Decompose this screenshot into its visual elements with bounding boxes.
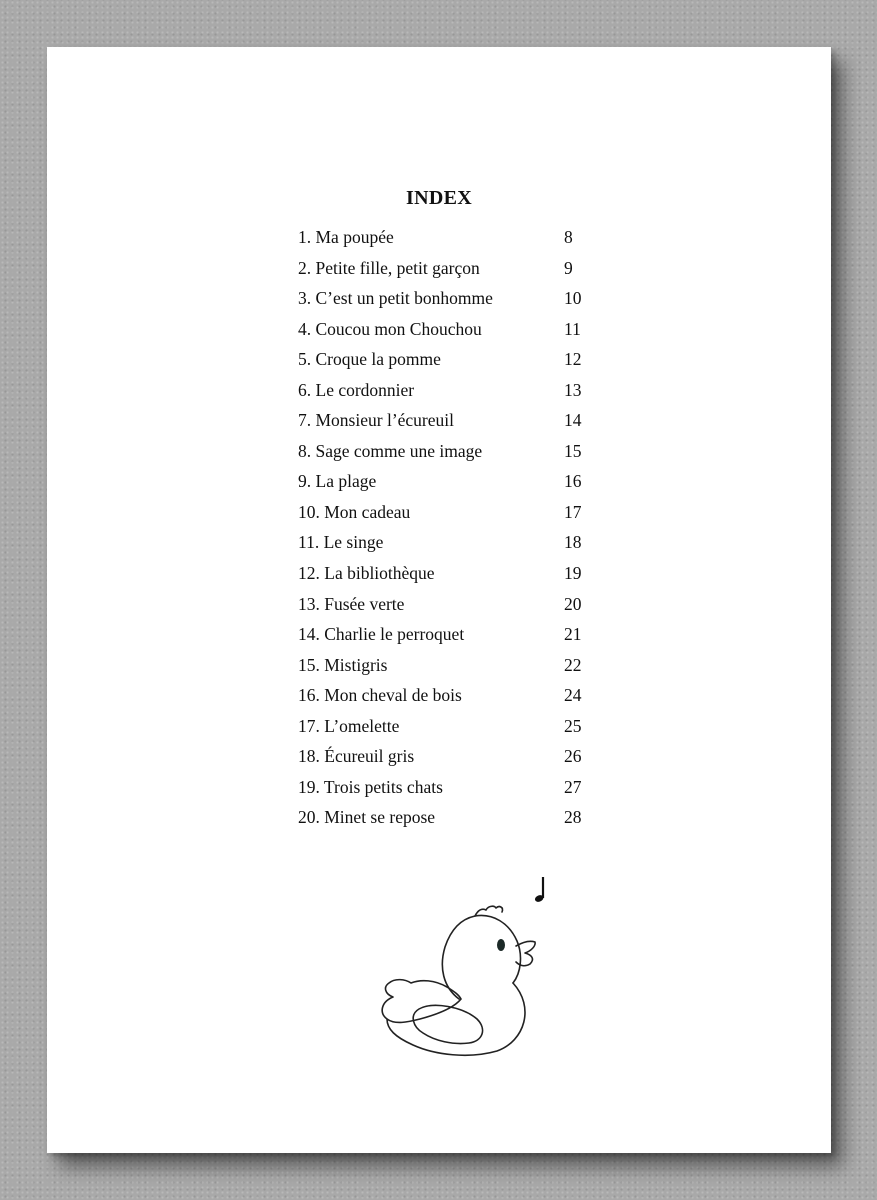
index-entry-title: 2. Petite fille, petit garçon [298,257,480,278]
music-note-icon [534,877,544,903]
index-entry-page-number: 19 [564,563,582,584]
index-entry [298,283,598,314]
index-entry-page-number: 11 [564,318,581,339]
index-entry-page-number: 22 [564,654,582,675]
index-entry [298,558,598,589]
table-of-contents [298,222,598,833]
index-entry-page-number: 16 [564,471,582,492]
index-entry-title: 16. Mon cheval de bois [298,685,462,706]
index-entry [298,741,598,772]
index-page [47,47,831,1153]
index-entry [298,314,598,345]
index-entry-title: 5. Croque la pomme [298,349,441,370]
index-entry-title: 1. Ma poupée [298,227,394,247]
index-entry [298,589,598,620]
index-entry-title: 7. Monsieur l’écureuil [298,410,454,431]
index-entry-page-number: 13 [564,379,582,400]
index-entry-title: 12. La bibliothèque [298,563,435,584]
index-entry-title: 3. C’est un petit bonhomme [298,288,493,309]
index-entry-page-number: 24 [564,685,582,706]
index-entry-page-number: 21 [564,624,582,645]
index-entry-title: 13. Fusée verte [298,593,405,614]
duck-illustration [365,867,565,1057]
index-entry-page-number: 15 [564,440,582,461]
index-entry-page-number: 12 [564,349,582,370]
index-entry [298,711,598,742]
index-entry-title: 6. Le cordonnier [298,379,415,400]
index-entry-title: 10. Mon cadeau [298,501,411,522]
index-entry [298,436,598,467]
index-entry [298,375,598,406]
index-entry-page-number: 10 [564,288,582,309]
duck-eye [497,939,505,951]
index-entry-page-number: 17 [564,501,582,522]
page-title: INDEX [406,187,472,209]
index-entry-page-number: 20 [564,593,582,614]
index-entry-page-number: 18 [564,532,582,553]
index-entry-title: 8. Sage comme une image [298,440,483,461]
index-entry [298,466,598,497]
index-entry-title: 15. Mistigris [298,654,388,675]
index-entry-title: 14. Charlie le perroquet [298,624,465,645]
index-entry [298,680,598,711]
index-entry-title: 19. Trois petits chats [298,776,443,797]
index-entry-page-number: 9 [564,257,573,278]
index-entry [298,802,598,833]
index-entry [298,222,598,253]
index-entry [298,497,598,528]
index-entry-page-number: 26 [564,746,582,767]
index-entry-page-number: 27 [564,776,582,797]
index-entry-title: 11. Le singe [298,532,384,553]
index-entry [298,619,598,650]
index-entry [298,344,598,375]
index-entry-title: 20. Minet se repose [298,807,436,828]
index-entry-page-number: 25 [564,715,582,736]
index-entry [298,772,598,803]
index-entry [298,650,598,681]
index-entry-title: 4. Coucou mon Chouchou [298,318,482,339]
index-entry [298,253,598,284]
index-entry-page-number: 14 [564,410,582,431]
index-entry [298,405,598,436]
index-entry-page-number: 8 [564,227,573,247]
index-entry-title: 9. La plage [298,471,377,492]
index-entry-title: 17. L’omelette [298,715,400,736]
index-entry-title: 18. Écureuil gris [298,746,415,767]
index-entry-page-number: 28 [564,807,582,828]
index-entry [298,527,598,558]
